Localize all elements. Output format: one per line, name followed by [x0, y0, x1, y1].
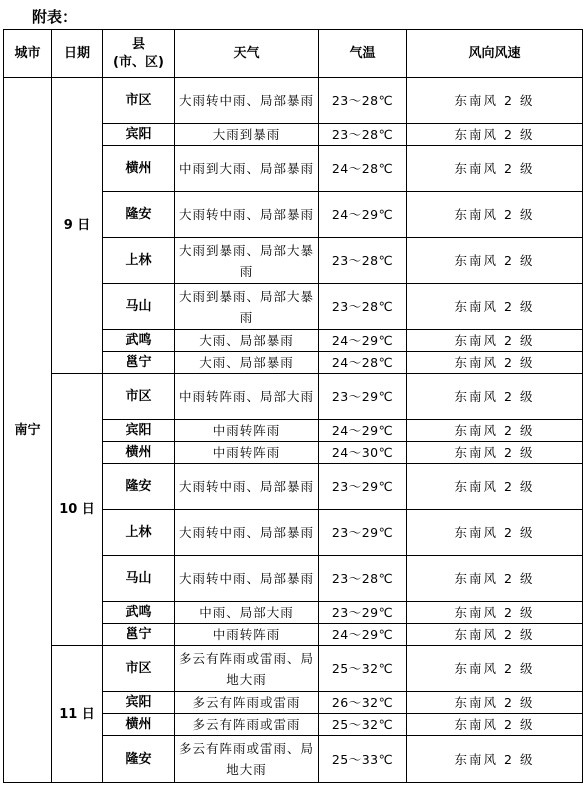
city-cell: 南宁 [4, 78, 52, 783]
temp-cell: 24～29℃ [319, 192, 407, 238]
county-cell: 宾阳 [103, 692, 175, 714]
weather-cell: 中雨到大雨、局部暴雨 [175, 146, 319, 192]
column-header-date: 日期 [52, 30, 103, 78]
county-cell: 横州 [103, 146, 175, 192]
wind-cell: 东南风 2 级 [407, 192, 583, 238]
wind-cell: 东南风 2 级 [407, 714, 583, 736]
wind-cell: 东南风 2 级 [407, 646, 583, 692]
wind-cell: 东南风 2 级 [407, 78, 583, 124]
column-header-weather: 天气 [175, 30, 319, 78]
weather-cell: 大雨到暴雨、局部大暴雨 [175, 284, 319, 330]
column-header-county [103, 30, 175, 78]
county-cell: 上林 [103, 238, 175, 284]
county-cell: 横州 [103, 714, 175, 736]
wind-cell: 东南风 2 级 [407, 602, 583, 624]
temp-cell: 23～29℃ [319, 464, 407, 510]
county-header-line2: (市、区) [113, 54, 164, 70]
table-row [4, 78, 583, 124]
wind-cell: 东南风 2 级 [407, 736, 583, 783]
weather-cell: 大雨转中雨、局部暴雨 [175, 510, 319, 556]
county-cell: 武鸣 [103, 602, 175, 624]
temp-cell: 23～28℃ [319, 556, 407, 602]
temp-cell: 24～29℃ [319, 420, 407, 442]
temp-cell: 23～28℃ [319, 124, 407, 146]
wind-cell: 东南风 2 级 [407, 442, 583, 464]
county-cell: 隆安 [103, 464, 175, 510]
county-cell: 市区 [103, 78, 175, 124]
county-cell: 马山 [103, 556, 175, 602]
county-cell: 邕宁 [103, 352, 175, 374]
wind-cell: 东南风 2 级 [407, 146, 583, 192]
weather-forecast-table [3, 29, 583, 783]
temp-cell: 24～30℃ [319, 442, 407, 464]
temp-cell: 23～29℃ [319, 602, 407, 624]
weather-cell: 多云有阵雨或雷雨 [175, 714, 319, 736]
county-cell: 市区 [103, 374, 175, 420]
weather-cell: 多云有阵雨或雷雨、局地大雨 [175, 646, 319, 692]
temp-cell: 24～29℃ [319, 330, 407, 352]
temp-cell: 23～29℃ [319, 510, 407, 556]
temp-cell: 24～28℃ [319, 146, 407, 192]
weather-cell: 中雨转阵雨 [175, 420, 319, 442]
temp-cell: 23～28℃ [319, 284, 407, 330]
weather-cell: 大雨转中雨、局部暴雨 [175, 78, 319, 124]
wind-cell: 东南风 2 级 [407, 556, 583, 602]
weather-cell: 中雨转阵雨 [175, 442, 319, 464]
wind-cell: 东南风 2 级 [407, 352, 583, 374]
column-header-wind: 风向风速 [407, 30, 583, 78]
date-cell: 10 日 [52, 374, 103, 646]
county-cell: 宾阳 [103, 124, 175, 146]
column-header-temp: 气温 [319, 30, 407, 78]
county-header-line1: 县 [131, 36, 145, 52]
weather-cell: 中雨转阵雨 [175, 624, 319, 646]
temp-cell: 24～29℃ [319, 624, 407, 646]
temp-cell: 23～28℃ [319, 238, 407, 284]
county-cell: 武鸣 [103, 330, 175, 352]
temp-cell: 26～32℃ [319, 692, 407, 714]
county-cell: 上林 [103, 510, 175, 556]
weather-cell: 多云有阵雨或雷雨、局地大雨 [175, 736, 319, 783]
wind-cell: 东南风 2 级 [407, 124, 583, 146]
county-cell: 市区 [103, 646, 175, 692]
appendix-heading: 附表： [32, 8, 78, 26]
temp-cell: 23～28℃ [319, 78, 407, 124]
wind-cell: 东南风 2 级 [407, 464, 583, 510]
table-header-row [4, 30, 583, 78]
county-cell: 马山 [103, 284, 175, 330]
weather-cell: 大雨转中雨、局部暴雨 [175, 192, 319, 238]
date-cell: 11 日 [52, 646, 103, 783]
temp-cell: 24～28℃ [319, 352, 407, 374]
weather-cell: 大雨到暴雨、局部大暴雨 [175, 238, 319, 284]
wind-cell: 东南风 2 级 [407, 284, 583, 330]
wind-cell: 东南风 2 级 [407, 624, 583, 646]
county-cell: 横州 [103, 442, 175, 464]
weather-cell: 大雨、局部暴雨 [175, 352, 319, 374]
county-cell: 隆安 [103, 736, 175, 783]
wind-cell: 东南风 2 级 [407, 692, 583, 714]
wind-cell: 东南风 2 级 [407, 510, 583, 556]
table-row [4, 374, 583, 420]
wind-cell: 东南风 2 级 [407, 238, 583, 284]
wind-cell: 东南风 2 级 [407, 330, 583, 352]
weather-cell: 大雨、局部暴雨 [175, 330, 319, 352]
temp-cell: 25～33℃ [319, 736, 407, 783]
wind-cell: 东南风 2 级 [407, 420, 583, 442]
weather-cell: 大雨到暴雨 [175, 124, 319, 146]
county-cell: 宾阳 [103, 420, 175, 442]
weather-cell: 大雨转中雨、局部暴雨 [175, 464, 319, 510]
weather-cell: 多云有阵雨或雷雨 [175, 692, 319, 714]
temp-cell: 25～32℃ [319, 714, 407, 736]
county-cell: 隆安 [103, 192, 175, 238]
weather-cell: 中雨、局部大雨 [175, 602, 319, 624]
weather-cell: 大雨转中雨、局部暴雨 [175, 556, 319, 602]
county-cell: 邕宁 [103, 624, 175, 646]
temp-cell: 25～32℃ [319, 646, 407, 692]
column-header-city: 城市 [4, 30, 52, 78]
temp-cell: 23～29℃ [319, 374, 407, 420]
date-cell: 9 日 [52, 78, 103, 374]
table-row [4, 646, 583, 692]
weather-cell: 中雨转阵雨、局部大雨 [175, 374, 319, 420]
wind-cell: 东南风 2 级 [407, 374, 583, 420]
